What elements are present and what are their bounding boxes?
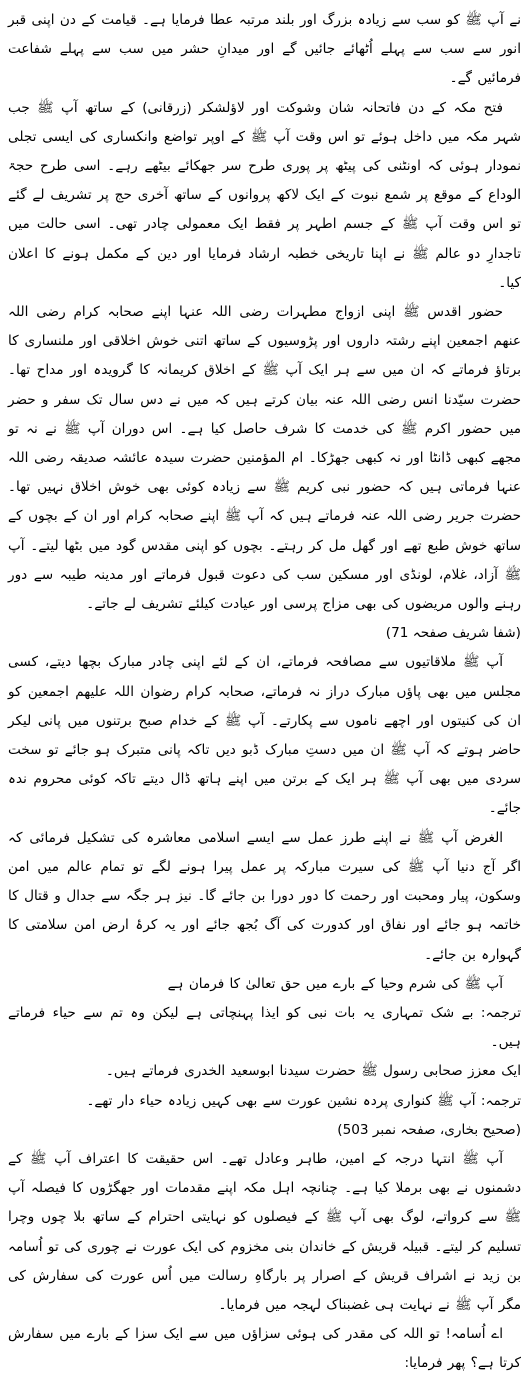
paragraph-2: فتح مکہ کے دن فاتحانہ شان وشوکت اور لاؤلشکر (زرقانی) کے ساتھ آپ ﷺ جب شہر مکہ میں داخل ہوئے تو اس وقت آپ ﷺ کے اوپر تواضع وانکساری کی ایسی تجلی نمودار ہوئی کہ اونٹنی کی پیٹھ پر پوری طرح سر جھکائے بیٹھے رہے۔ اسی طرح حجۃ الوداع کے موقع پر شمع نبوت کے ایک لاکھ پروانوں کے ساتھ آخری حج پر تشریف لے گئے تو اس وقت آپ ﷺ کے جسم اطہر پر فقط ایک معمولی چادر تھی۔ اسی حالت میں تاجدارِ دو عالم ﷺ نے اپنا تاریخی خطبہ ارشاد فرمایا اور دین کے مکمل ہونے کا اعلان کیا۔ bbox=[8, 99, 521, 291]
paragraph-4: آپ ﷺ ملاقاتیوں سے مصافحہ فرماتے، ان کے لئے اپنی چادر مبارک بچھا دیتے، کسی مجلس میں بھی پاؤں مبارک دراز نہ فرماتے، صحابہ کرام رضوان اللہ علیھم اجمعین کو ان کی کنیتوں اور اچھے ناموں سے پکارتے۔ آپ ﷺ کے خدام صبح برتنوں میں پانی لیکر حاضر ہوتے کہ آپ ﷺ ان میں دستِ مبارک ڈبو دیں تاکہ پانی متبرک ہو جائے تو سخت سردی میں بھی آپ ﷺ ہر ایک کے برتن میں اپنے ہاتھ ڈال دیتے تاکہ کوئی محروم ندہ جائے۔ bbox=[8, 654, 521, 817]
translation-2: ترجمہ: آپ ﷺ کنواری پردہ نشین عورت سے بھی کہیں زیادہ حیاء دار تھے۔ bbox=[86, 1092, 521, 1109]
citation-shifa: (شفا شریف صفحہ 71) bbox=[385, 625, 521, 642]
paragraph-3: حضور اقدس ﷺ اپنی ازواج مطہرات رضی اللہ عنہا اپنے صحابہ کرام رضی اللہ عنھم اجمعین اپنے رشتہ داروں اور پڑوسیوں کے ساتھ اتنی خوش اخلاقی اور ملنساری کا برتاؤ فرماتے کہ ان میں سے ہر ایک آپ ﷺ کے اخلاق کریمانہ کا گرویدہ اور مداح تھا۔ حضرت سیّدنا انس رضی اللہ عنہ بیان کرتے ہیں کہ میں نے دس سال تک سفر و حضر میں حضور اکرم ﷺ کی خدمت کا شرف حاصل کیا ہے۔ اس دوران آپ ﷺ نے نہ تو مجھے کبھی ڈانٹا اور نہ کبھی جھڑکا۔ ام المؤمنین حضرت سیدہ عائشہ صدیقہ رضی اللہ عنہا فرماتی ہیں کہ حضور نبی کریم ﷺ سے زیادہ کوئی بھی خوش اخلاق نہیں تھا۔ حضرت جریر رضی اللہ عنہ فرماتے ہیں کہ آپ ﷺ اپنے صحابہ کرام اور ان کے بچوں کے ساتھ خوش طبع تھے اور گھل مل کر رہتے۔ بچوں کو اپنی مقدس گود میں بٹھا لیتے۔ آپ ﷺ آزاد، غلام، لونڈی اور مسکین سب کی دعوت قبول فرماتے اور مدینہ طیبہ سے دور رہنے والوں مریضوں کی بھی مزاج پرسی اور عیادت کیلئے تشریف لے جاتے۔ bbox=[8, 304, 521, 613]
paragraph-9: اے اُسامہ! تو اللہ کی مقدر کی ہوئی سزاؤں میں سے ایک سزا کے بارے میں سفارش کرتا ہے؟ پھر فرمایا: bbox=[8, 1326, 521, 1372]
paragraph-5: الغرض آپ ﷺ نے اپنے طرز عمل سے ایسے اسلامی معاشرہ کی تشکیل فرمائی کہ اگر آج دنیا آپ ﷺ کی سیرت مبارکہ پر عمل پیرا ہونے لگے تو تمام عالم میں امن وسکون، پیار ومحبت اور رحمت کا دور دورا بن جائے گا۔ نیز ہر جگہ سے جدال و قتال کا خاتمہ ہو جائے اور نفاق اور کدورت کی آگ بُجھ جائے اور یہ کرۂ ارض امن سلامتی کا گہوارہ بن جائے۔ bbox=[8, 829, 521, 963]
paragraph-1: نے آپ ﷺ کو سب سے زیادہ بزرگ اور بلند مرتبہ عطا فرمایا ہے۔ قیامت کے دن اپنی قبر انور سے سب سے پہلے اُٹھائے جائیں گے اور میدانِ حشر میں سب سے پہلے شفاعت فرمائیں گے۔ bbox=[8, 12, 521, 87]
paragraph-7: ایک معزز صحابی رسول ﷺ حضرت سیدنا ابوسعید الخدری فرماتے ہیں۔ bbox=[105, 1063, 521, 1080]
paragraph-8: آپ ﷺ انتہا درجہ کے امین، طاہر وعادل تھے۔ اس حقیقت کا اعتراف آپ ﷺ کے دشمنوں نے بھی برملا کیا ہے۔ چنانچہ اہل مکہ اپنے مقدمات اور جھگڑوں کا فیصلہ آپ ﷺ سے کرواتے، لوگ بھی آپ ﷺ کے فیصلوں کو نہایتی احترام کے ساتھ بلا چوں وچرا تسلیم کر لیتے۔ قبیلہ قریش کے خاندان بنی مخزوم کی ایک عورت نے چوری کی تو اُسامہ بن زید نے اشراف قریش کے اصرار پر بارگاہِ رسالت میں اُس عورت کی سفارش کی مگر آپ ﷺ نے نہایت ہی غضبناک لہجہ میں فرمایا۔ bbox=[8, 1150, 521, 1313]
translation-1: ترجمہ: بے شک تمہاری یہ بات نبی کو ایذا پہنچاتی ہے لیکن وہ تم سے حیاء فرماتے ہیں۔ bbox=[8, 1004, 521, 1051]
paragraph-6: آپ ﷺ کی شرم وحیا کے بارے میں حق تعالیٰ کا فرمان ہے bbox=[167, 975, 503, 992]
citation-bukhari: (صحیح بخاری، صفحہ نمبر 503) bbox=[337, 1121, 521, 1138]
